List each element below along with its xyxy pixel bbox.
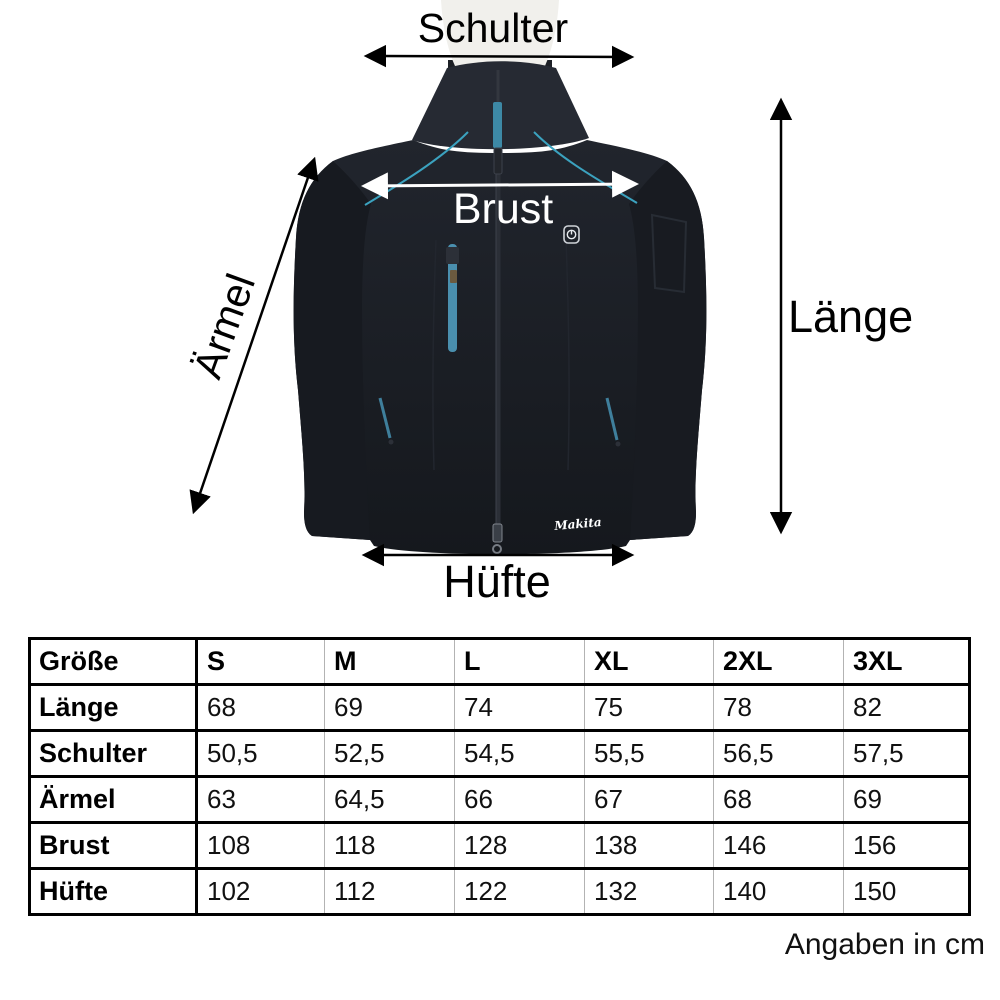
cell: 156 [844, 823, 970, 869]
table-row-huefte [30, 869, 970, 915]
column-header-m: M [325, 639, 455, 685]
cell: 50,5 [197, 731, 325, 777]
cell: 63 [197, 777, 325, 823]
row-label: Länge [30, 685, 197, 731]
cell: 146 [714, 823, 844, 869]
cell: 55,5 [585, 731, 714, 777]
cell: 56,5 [714, 731, 844, 777]
cell: 66 [455, 777, 585, 823]
cell: 64,5 [325, 777, 455, 823]
cell: 108 [197, 823, 325, 869]
hem-zipper-pull [493, 524, 502, 542]
sleeve-label: Ärmel [184, 267, 265, 385]
table-header-row [30, 639, 970, 685]
hip-label: Hüfte [443, 556, 551, 607]
cell: 122 [455, 869, 585, 915]
table-row-laenge [30, 685, 970, 731]
cell: 140 [714, 869, 844, 915]
row-label: Hüfte [30, 869, 197, 915]
cell: 138 [585, 823, 714, 869]
cell: 112 [325, 869, 455, 915]
cell: 57,5 [844, 731, 970, 777]
cell: 68 [714, 777, 844, 823]
cell: 69 [325, 685, 455, 731]
cell: 132 [585, 869, 714, 915]
row-label: Schulter [30, 731, 197, 777]
shoulder-label: Schulter [417, 5, 569, 51]
table-row-brust [30, 823, 970, 869]
length-label: Länge [788, 291, 914, 342]
table-row-aermel [30, 777, 970, 823]
cell: 69 [844, 777, 970, 823]
size-table [28, 637, 971, 916]
units-note: Angaben in cm [784, 928, 985, 961]
cell: 52,5 [325, 731, 455, 777]
cell: 68 [197, 685, 325, 731]
cell: 128 [455, 823, 585, 869]
chest-label: Brust [452, 185, 554, 233]
cell: 54,5 [455, 731, 585, 777]
table-row-schulter [30, 731, 970, 777]
cell: 150 [844, 869, 970, 915]
cell: 82 [844, 685, 970, 731]
cell: 102 [197, 869, 325, 915]
cell: 75 [585, 685, 714, 731]
row-label: Ärmel [30, 777, 197, 823]
column-header-groesse: Größe [30, 639, 197, 685]
cell: 67 [585, 777, 714, 823]
shoulder-measure-arrow [367, 56, 631, 57]
cell: 78 [714, 685, 844, 731]
column-header-xl: XL [585, 639, 714, 685]
collar-zipper-pull [493, 102, 502, 148]
column-header-l: L [455, 639, 585, 685]
makita-logo: Makita [553, 514, 603, 534]
column-header-s: S [197, 639, 325, 685]
column-header-2xl: 2XL [714, 639, 844, 685]
cell: 74 [455, 685, 585, 731]
cell: 118 [325, 823, 455, 869]
column-header-3xl: 3XL [844, 639, 970, 685]
row-label: Brust [30, 823, 197, 869]
